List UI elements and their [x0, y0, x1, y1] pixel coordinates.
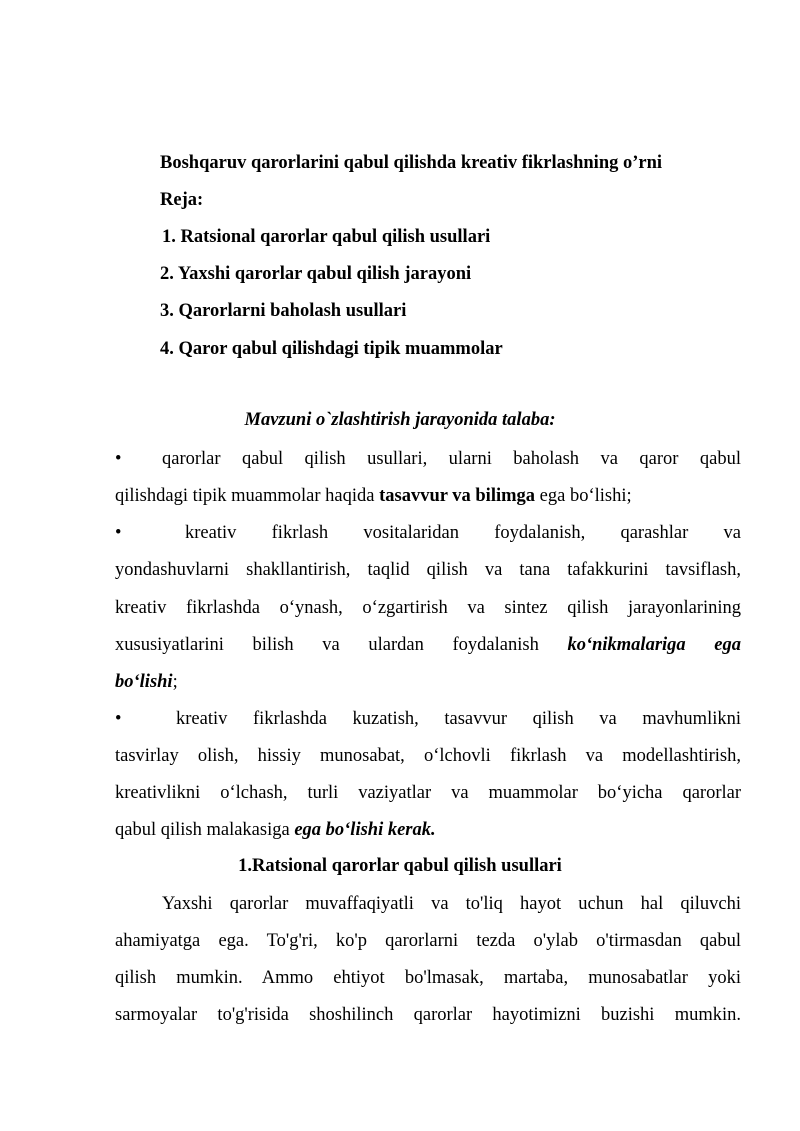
bullet2-line3: kreativ fikrlashda o‘ynash, o‘zgartirish va sintez qilish jarayonlarining [115, 598, 741, 618]
objectives-heading: Mavzuni o`zlashtirish jarayonida talaba: [244, 410, 556, 430]
bullet3-line1: kreativ fikrlashda kuzatish, tasavvur qilish va mavhumlikni [176, 709, 741, 729]
bullet-marker: • [115, 709, 122, 729]
bullet2-line4: xususiyatlarini bilish va ulardan foydalanish ko‘nikmalariga ega [115, 635, 742, 655]
plan-label: Reja: [160, 190, 204, 210]
bullet3-line2: tasvirlay olish, hissiy munosabat, o‘lchovli fikrlash va modellashtirish, [115, 746, 741, 766]
plan-item-4: 4. Qaror qabul qilishdagi tipik muammolar [160, 339, 503, 359]
section-heading: 1.Ratsional qarorlar qabul qilish usullari [238, 856, 562, 876]
paragraph-line4: sarmoyalar to'g'risida shoshilinch qarorlar hayotimizni buzishi mumkin. [115, 1005, 741, 1025]
bullet3-line3: kreativlikni o‘lchash, turli vaziyatlar va muammolar bo‘yicha qarorlar [115, 783, 741, 803]
plan-item-3: 3. Qarorlarni baholash usullari [160, 301, 407, 321]
plan-item-1: 1. Ratsional qarorlar qabul qilish usullari [162, 227, 491, 247]
paragraph-line3: qilish mumkin. Ammo ehtiyot bo'lmasak, martaba, munosabatlar yoki [115, 968, 741, 988]
plan-item-2: 2. Yaxshi qarorlar qabul qilish jarayoni [160, 264, 472, 284]
bullet2-line5: bo‘lishi; [115, 672, 178, 692]
paragraph-line2: ahamiyatga ega. To'g'ri, ko'p qarorlarni tezda o'ylab o'tirmasdan qabul [115, 931, 741, 951]
bullet-marker: • [115, 523, 122, 543]
bullet-marker: • [115, 449, 122, 469]
bullet2-line1: kreativ fikrlash vositalaridan foydalanish, qarashlar va [185, 523, 741, 543]
document-title: Boshqaruv qarorlarini qabul qilishda kreativ fikrlashning o’rni [160, 153, 663, 173]
paragraph-line1: Yaxshi qarorlar muvaffaqiyatli va to'liq hayot uchun hal qiluvchi [162, 894, 741, 914]
bullet2-line2: yondashuvlarni shakllantirish, taqlid qilish va tana tafakkurini tavsiflash, [115, 560, 741, 580]
bullet1-line1: qarorlar qabul qilish usullari, ularni baholash va qaror qabul [162, 449, 741, 469]
bullet1-line2: qilishdagi tipik muammolar haqida tasavvur va bilimga ega bo‘lishi; [115, 486, 632, 506]
bullet3-line4: qabul qilish malakasiga ega bo‘lishi kerak. [115, 820, 436, 840]
